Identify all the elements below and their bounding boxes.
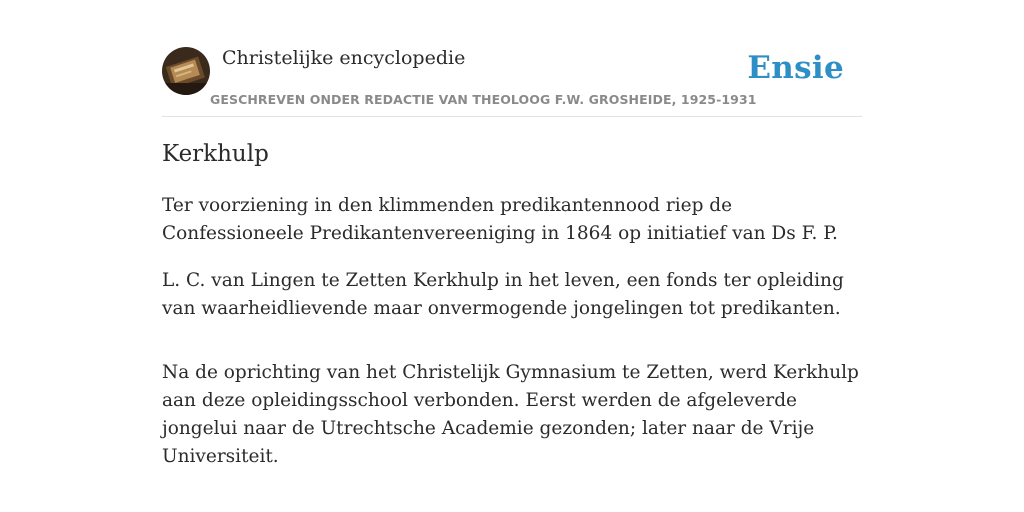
article-paragraph: L. C. van Lingen te Zetten Kerkhulp in het leven, een fonds ter opleiding van waarheidlievende maar onvermogende jongelingen tot predikanten. [162,270,844,319]
brand-logo[interactable]: Ensie [747,50,844,86]
site-subtitle: GESCHREVEN ONDER REDACTIE VAN THEOLOOG F.W. GROSHEIDE, 1925-1931 [210,92,757,107]
article-content [162,138,862,490]
encyclopedia-avatar[interactable] [162,47,210,95]
page-title: Kerkhulp [162,141,269,167]
article-paragraph: Na de oprichting van het Christelijk Gymnasium te Zetten, werd Kerkhulp aan deze opleidingsschool verbonden. Eerst werden de afgeleverde jongelui naar de Utrechtsche Academie gezonden; later naar de Vrije Universiteit. [162,362,859,467]
site-title[interactable]: Christelijke encyclopedie [222,47,466,69]
article-paragraph: Ter voorziening in den klimmenden predikantennood riep de Confessioneele Predikantenvereeniging in 1864 op initiatief van Ds F. P. [162,195,838,244]
site-header [162,46,862,117]
